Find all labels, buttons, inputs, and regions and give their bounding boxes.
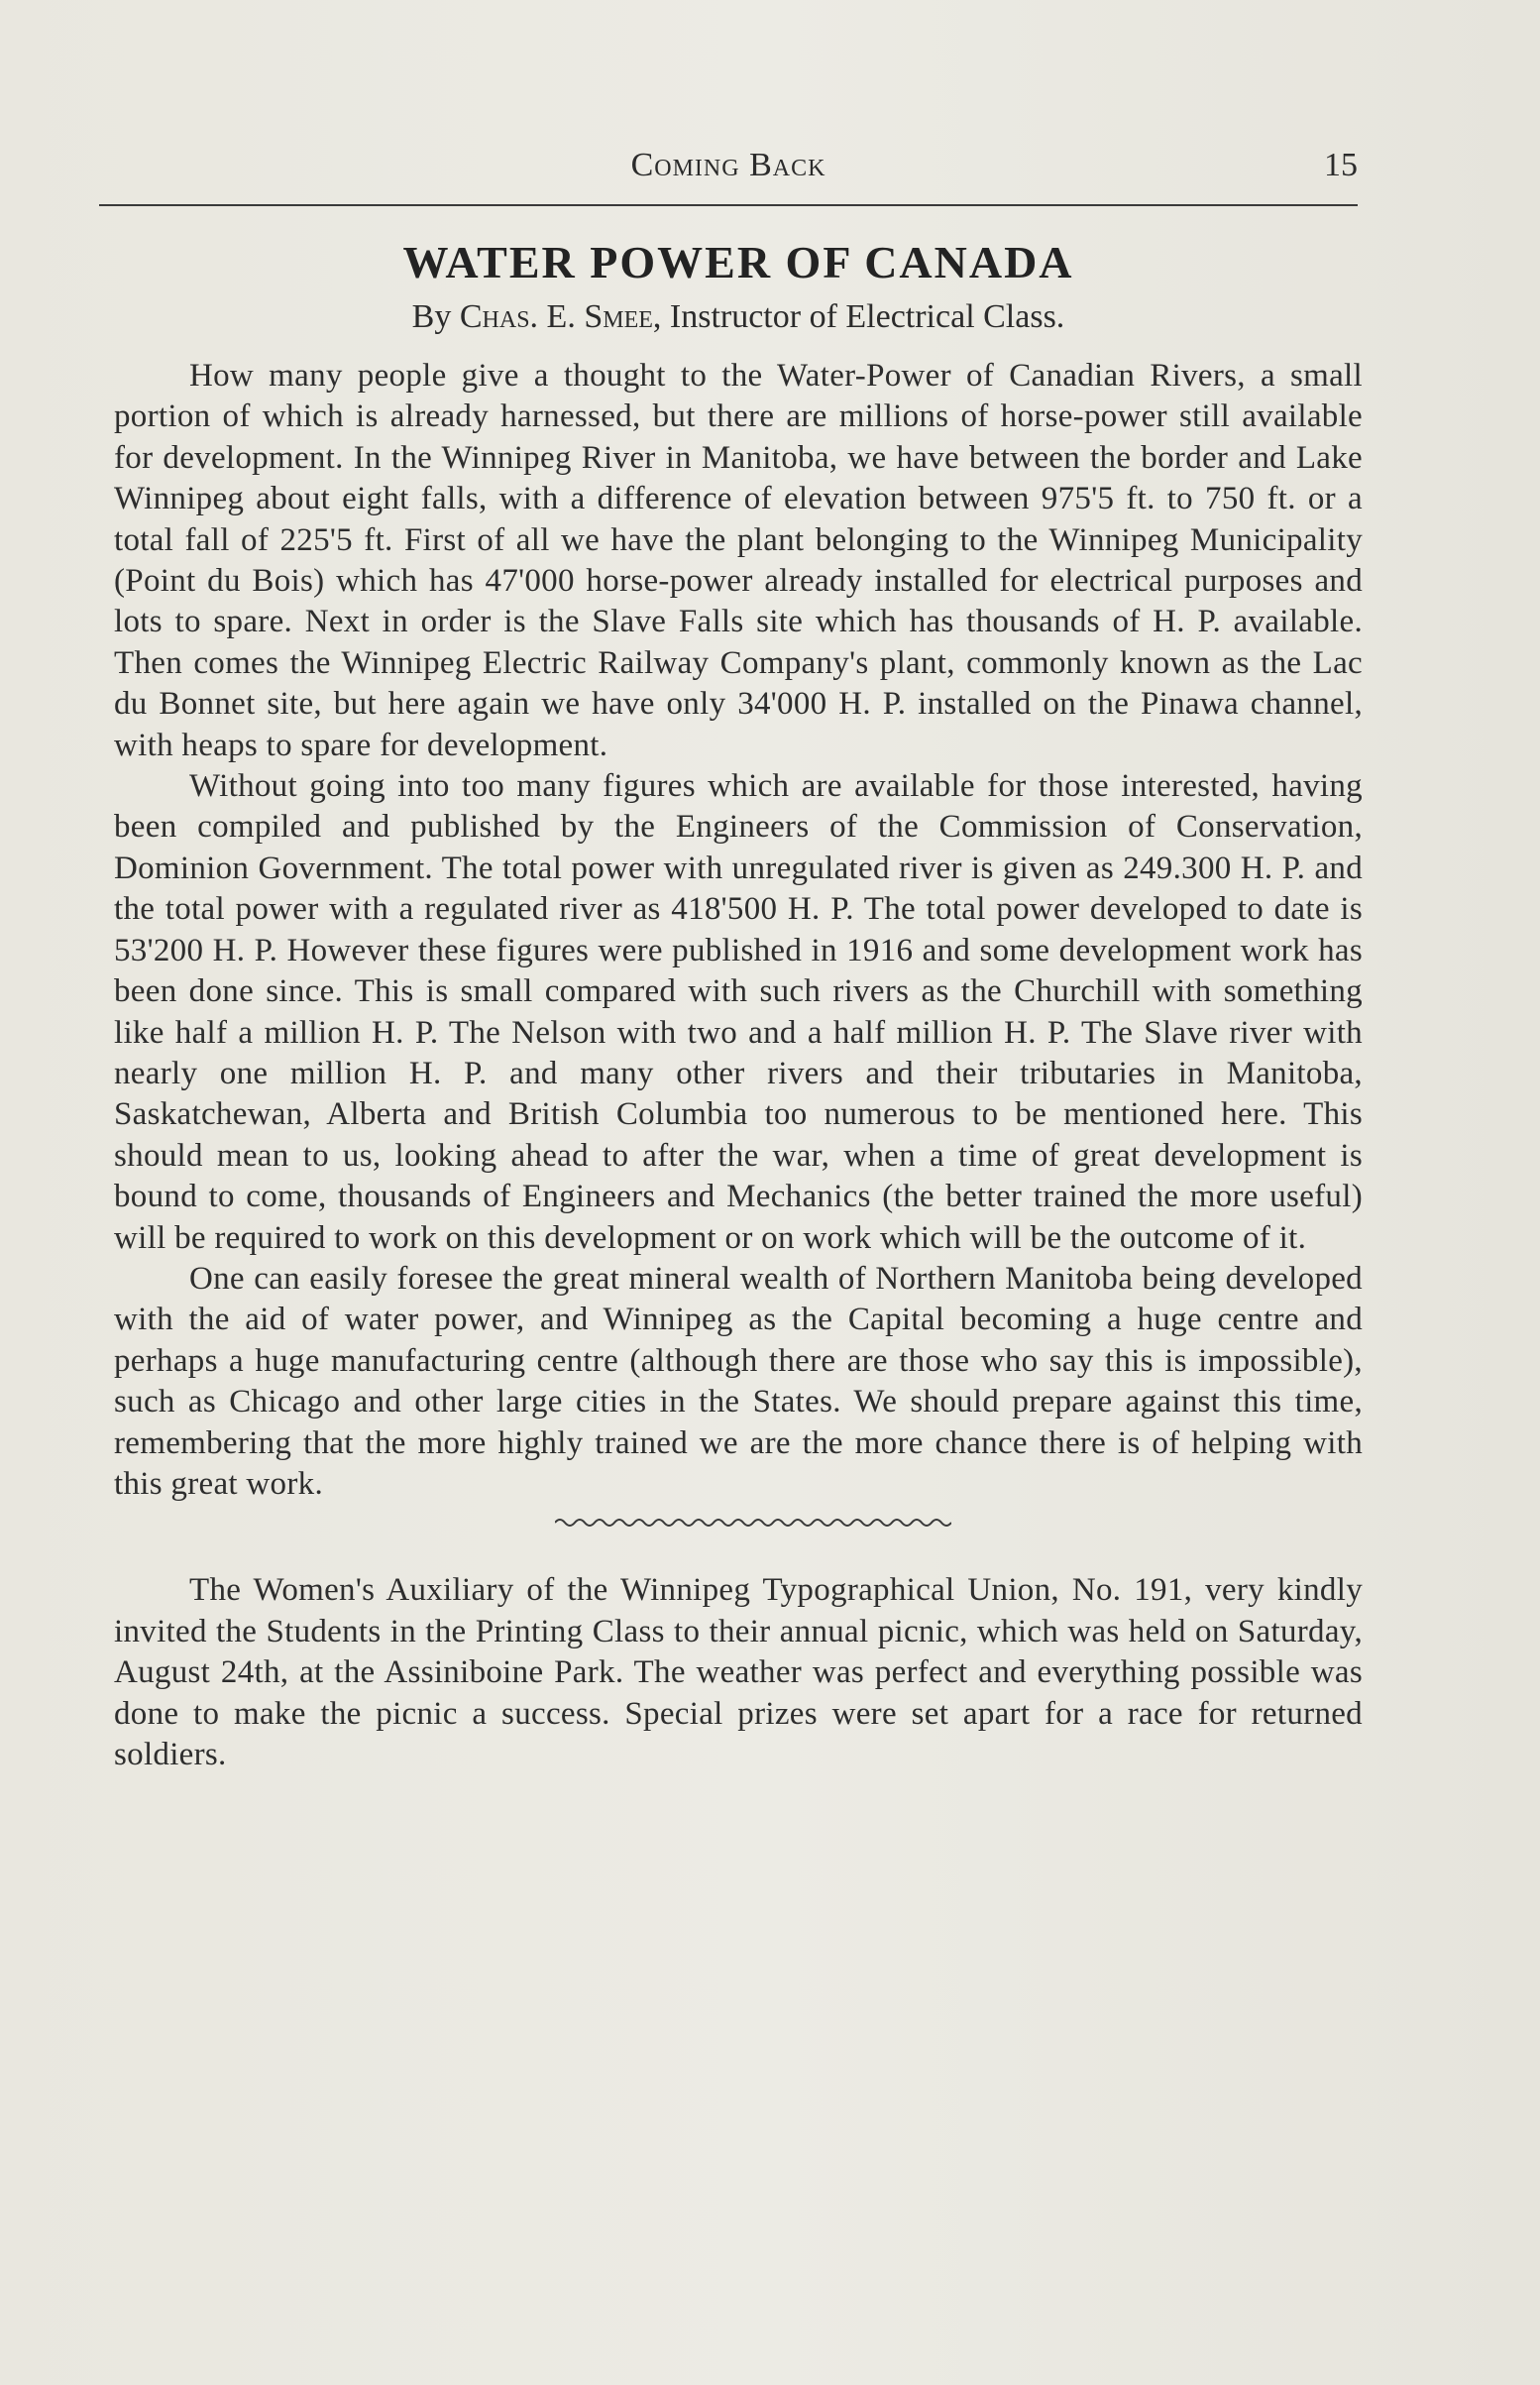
notice-paragraph: The Women's Auxiliary of the Winnipeg Typographical Union, No. 191, very kindly invited the Students in the Printing Class to their annual picnic, which was held on Saturday, August 24th, at the Assiniboine Park. The weather was perfect and everything possible was done to make the picnic a success. Special prizes were set apart for a race for returned soldiers. [114,1572,1363,1772]
article-title: WATER POWER OF CANADA [402,237,1074,287]
article-paragraph: One can easily foresee the great mineral wealth of Northern Manitoba being developed with the aid of water power, and Winnipeg as the Capital becoming a huge centre and perhaps a huge manufacturing centre (although there are those who say this is impossible), such as Chicago and other large cities in the States. We should prepare against this time, remembering that the more highly trained we are the more chance there is of helping with this great work. [114,1260,1363,1502]
running-title: Coming Back [630,147,826,183]
article-paragraph: How many people give a thought to the Water-Power of Canadian Rivers, a small portion of which is already harnessed, but there are millions of horse-power still available for development. In the Winnipeg River in Manitoba, we have between the border and Lake Winnipeg about eight falls, with a difference of elevation between 975'5 ft. to 750 ft. or a total fall of 225'5 ft. First of all we have the plant belonging to the Winnipeg Municipality (Point du Bois) which has 47'000 horse-power already installed for electrical purposes and lots to spare. Next in order is the Slave Falls site which has thousands of H. P. available. Then comes the Winnipeg Electric Railway Company's plant, commonly known as the Lac du Bonnet site, but here again we have only 34'000 H. P. installed on the Pinawa channel, with heaps to spare for development. [114,358,1363,763]
wavy-divider [114,1513,1363,1542]
running-head [99,147,1358,202]
article-paragraph: Without going into too many figures which are available for those interested, having been compiled and published by the Engineers of the Commission of Conservation, Dominion Government. The total power with unregulated river is given as 249.300 H. P. and the total power with a regulated river as 418'500 H. P. The total power developed to date is 53'200 H. P. However these figures were published in 1916 and some development work has been done since. This is small compared with such rivers as the Churchill with something like half a million H. P. The Nelson with two and a half million H. P. The Slave river with nearly one million H. P. and many other rivers and their tributaries in Manitoba, Saskatchewan, Alberta and British Columbia too numerous to be mentioned here. This should mean to us, looking ahead to after the war, when a time of great development is bound to come, thousands of Engineers and Mechanics (the better trained the more useful) will be required to work on this development or on work which will be the outcome of it. [114,768,1363,1256]
byline [114,298,1363,336]
header-rule [99,204,1358,206]
byline-prefix: By [411,298,452,335]
article [114,236,1363,1775]
byline-author: Chas. E. Smee, [459,298,662,335]
byline-role: Instructor of Electrical Class. [669,298,1065,335]
wavy-divider-icon [555,1513,951,1533]
page-number: 15 [1324,147,1358,183]
